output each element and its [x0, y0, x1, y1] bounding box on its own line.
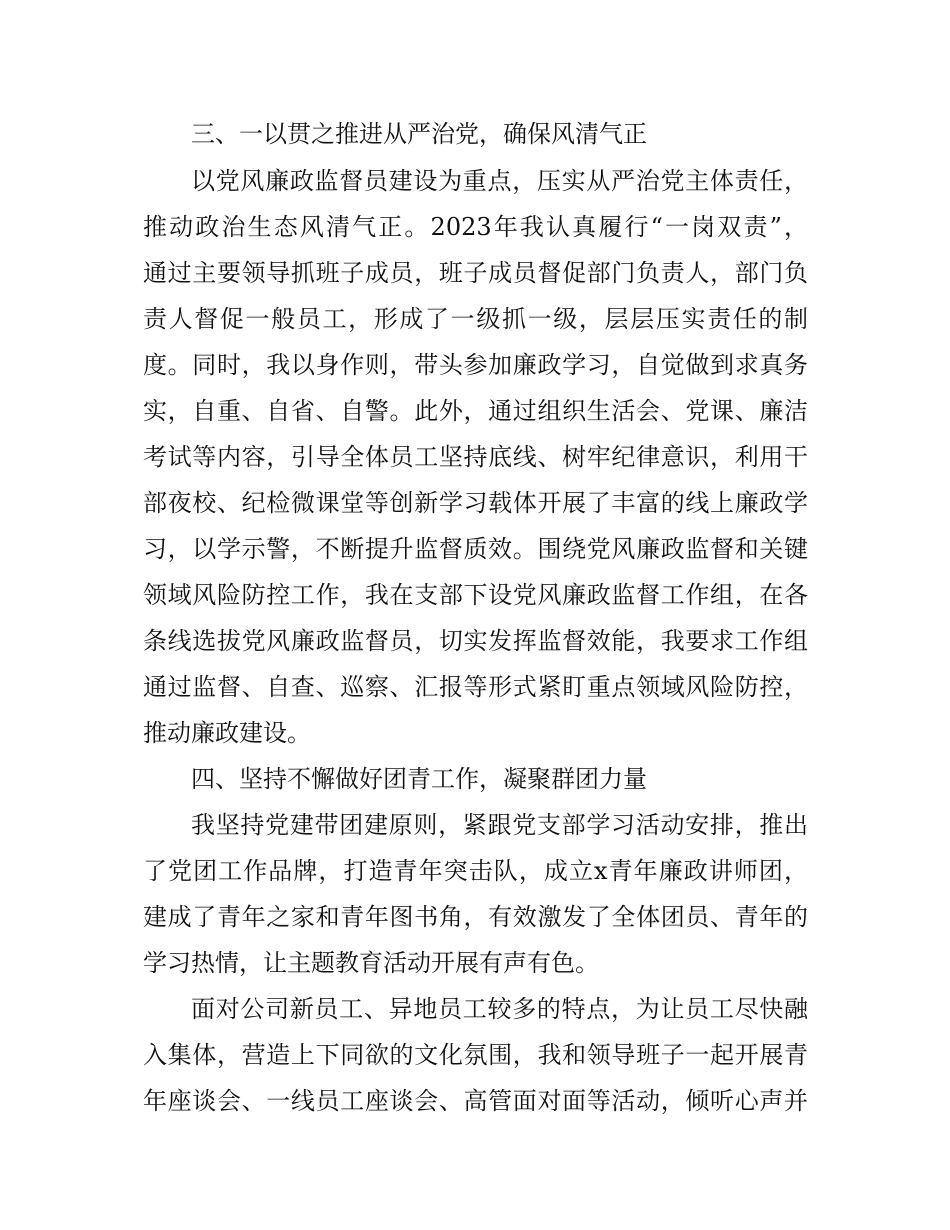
section-heading-4: 四、坚持不懈做好团青工作，凝聚群团力量: [191, 765, 647, 793]
paragraph-line: 条线选拔党风廉政监督员，切实发挥监督效能，我要求工作组: [143, 627, 808, 655]
paragraph-line: 通过主要领导抓班子成员，班子成员督促部门负责人，部门负: [143, 259, 808, 287]
paragraph-line: 度。同时，我以身作则，带头参加廉政学习，自觉做到求真务: [143, 351, 808, 379]
paragraph-line: 建成了青年之家和青年图书角，有效激发了全体团员、青年的: [143, 903, 808, 931]
paragraph-line: 推动政治生态风清气正。2023年我认真履行“一岗双责”，: [143, 213, 808, 241]
paragraph-line: 领域风险防控工作，我在支部下设党风廉政监督工作组，在各: [143, 581, 808, 609]
paragraph-line: 责人督促一般员工，形成了一级抓一级，层层压实责任的制: [143, 305, 808, 333]
paragraph-line: 实，自重、自省、自警。此外，通过组织生活会、党课、廉洁: [143, 397, 808, 425]
paragraph-line: 学习热情，让主题教育活动开展有声有色。: [143, 949, 599, 977]
paragraph-line: 以党风廉政监督员建设为重点，压实从严治党主体责任，: [191, 167, 808, 195]
paragraph-line: 通过监督、自查、巡察、汇报等形式紧盯重点领域风险防控，: [143, 673, 808, 701]
paragraph-line: 年座谈会、一线员工座谈会、高管面对面等活动，倾听心声并: [143, 1087, 808, 1115]
paragraph-line: 了党团工作品牌，打造青年突击队，成立x青年廉政讲师团，: [143, 857, 808, 885]
paragraph-line: 习，以学示警，不断提升监督质效。围绕党风廉政监督和关键: [143, 535, 808, 563]
paragraph-line: 我坚持党建带团建原则，紧跟党支部学习活动安排，推出: [191, 811, 808, 839]
paragraph-line: 面对公司新员工、异地员工较多的特点，为让员工尽快融: [191, 995, 808, 1023]
paragraph-line: 推动廉政建设。: [143, 719, 311, 747]
paragraph-line: 考试等内容，引导全体员工坚持底线、树牢纪律意识，利用干: [143, 443, 808, 471]
paragraph-line: 部夜校、纪检微课堂等创新学习载体开展了丰富的线上廉政学: [143, 489, 808, 517]
paragraph-line: 入集体，营造上下同欲的文化氛围，我和领导班子一起开展青: [143, 1041, 808, 1069]
section-heading-3: 三、一以贯之推进从严治党，确保风清气正: [191, 120, 647, 148]
